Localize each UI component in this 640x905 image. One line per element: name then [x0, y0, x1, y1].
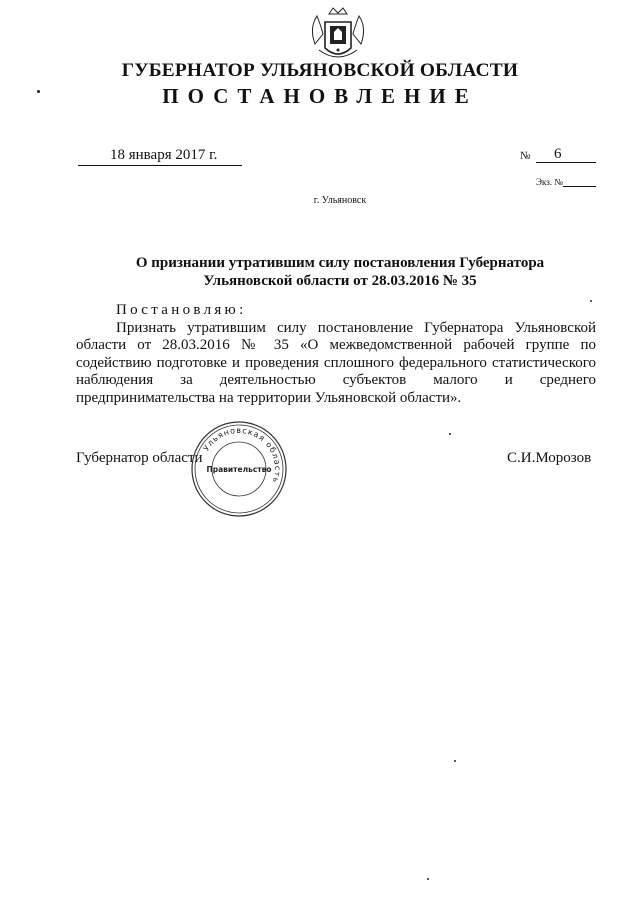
- scan-speck: [590, 300, 592, 302]
- issuer-title: ГУБЕРНАТОР УЛЬЯНОВСКОЙ ОБЛАСТИ: [121, 60, 519, 81]
- document-date: 18 января 2017 г.: [110, 147, 218, 163]
- body-paragraph: Признать утратившим силу постановление Губернатора Ульяновской области от 28.03.2016 № 35 «О межведомственной рабочей группе по содействию подготовке и проведения сплошного федерального статистического наблюдения за деятельностью субъектов малого и среднего предпринимательства на территории Ульяновской области».: [76, 320, 596, 406]
- scan-speck: [427, 878, 429, 880]
- official-stamp: [190, 420, 288, 518]
- scan-speck: [449, 433, 451, 435]
- coat-of-arms-icon: [303, 4, 373, 68]
- signatory-role: Губернатор области: [76, 450, 203, 466]
- scan-speck: [454, 760, 456, 762]
- document-number: 6: [554, 146, 562, 162]
- svg-text:Правительство: Правительство: [206, 465, 272, 474]
- number-underline: [536, 146, 596, 163]
- scan-speck: [37, 90, 40, 93]
- copy-number-underline: [563, 177, 596, 187]
- number-label: №: [520, 150, 531, 162]
- resolve-phrase: Постановляю:: [116, 302, 247, 318]
- document-type-heading: ПОСТАНОВЛЕНИЕ: [162, 84, 478, 108]
- signatory-name: С.И.Морозов: [507, 450, 592, 466]
- issue-city: г. Ульяновск: [313, 195, 367, 206]
- document-subject: О признании утратившим силу постановления Губернатора Ульяновской области от 28.03.2016 № 35: [135, 255, 545, 289]
- copy-number-label: Экз. №: [536, 177, 563, 187]
- svg-text:Ульяновская область: Ульяновская область: [201, 425, 283, 485]
